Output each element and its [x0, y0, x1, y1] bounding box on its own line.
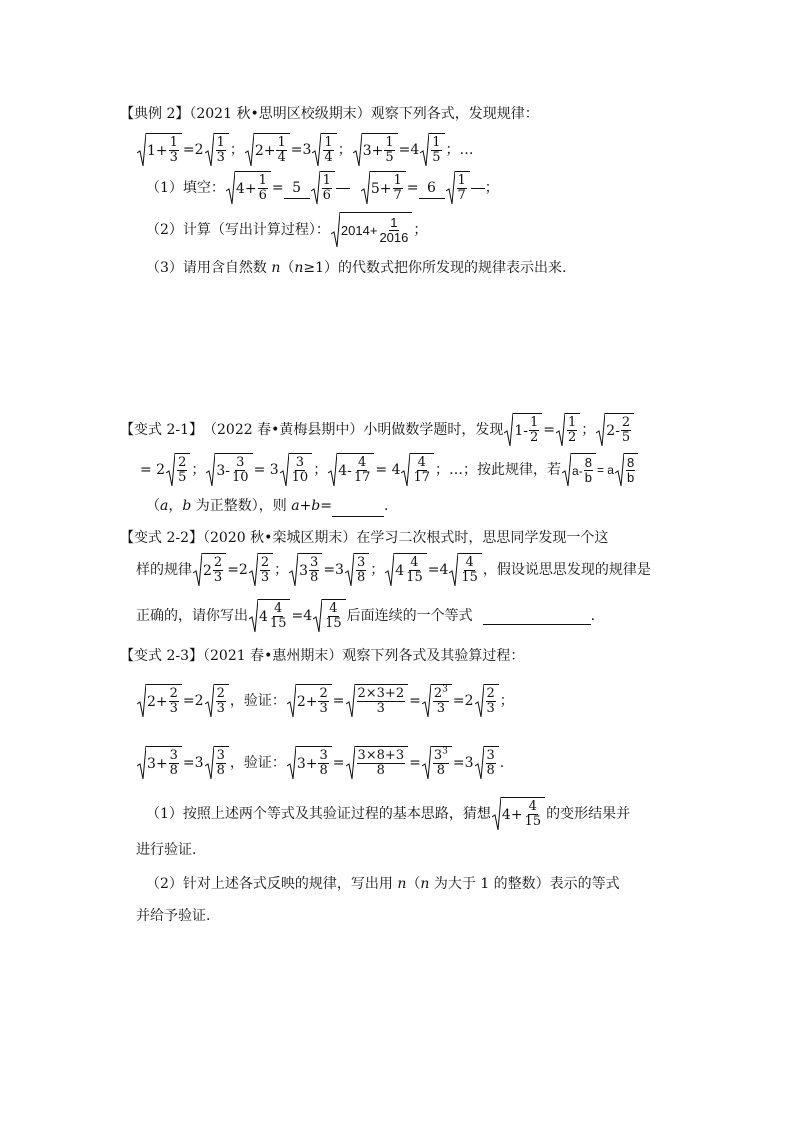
- radical: 2+ $\frac{2}{3}$: [137, 684, 182, 718]
- answer-blank: [483, 608, 591, 625]
- radical: 3 3 8: [289, 553, 322, 587]
- radical: 3- 3 10: [206, 453, 252, 487]
- radical: 4 4 15: [249, 599, 290, 633]
- radical: 2 3: [205, 684, 229, 718]
- variant-2-2-line-2: 样的规律 2 2 3 =2 2 3 ； 3 3 8 =3 3 8 ； 4 4 15 =4 4 15 ，假设说思思发现的规律是: [136, 555, 651, 585]
- radical: 2- 2 5: [596, 413, 634, 447]
- example-2-q3: （3）请用含自然数 n（n≥1）的代数式把你所发现的规律表示出来.: [146, 260, 567, 276]
- variant-2-2-line-3: 正确的，请你写出 4 4 15 =4 4 15 后面连续的一个等式 .: [136, 601, 596, 631]
- radical: 4+ $\frac{4}{15}$: [492, 797, 545, 831]
- variant-2-1-line-2: = 2 2 5 ； 3- 3 10 = 3 3 10 ； 4- 4 17 = 4 4 17 ；…；按此规律，若 a- 8 b = a 8 b: [140, 450, 639, 490]
- radical: 5+ $\frac{1}{7}$: [361, 171, 406, 205]
- example-2-q2: （2）计算（写出计算过程）： 2014+ $\frac{1}{2016}$ ；: [146, 210, 427, 250]
- radical: $2^3$ 3: [422, 684, 452, 718]
- radical: 3×8+3 8: [346, 746, 409, 780]
- answer-blank: 6: [419, 178, 445, 199]
- variant-2-3-line-1: 【变式 2-3】（2021 春•惠州期末）观察下列各式及其验算过程：: [120, 648, 525, 664]
- radical: 3 10: [280, 453, 313, 487]
- radical: 4- 4 17: [328, 453, 374, 487]
- radical: 3+ $\frac{1}{5}$: [353, 133, 398, 167]
- variant-2-3-q1-cont: 进行验证.: [136, 842, 197, 858]
- example-2-sequence: 1+ $\frac{1}{3}$ =2 1 3 ； 2+ $\frac{1}{4}$ =3 1 4 ； 3+ $\frac{1}{5}$ =4 1 5 ；…: [136, 130, 474, 170]
- radical: a- 8 b: [562, 453, 596, 487]
- answer-blank: 5: [284, 178, 310, 199]
- variant-2-2-line-1: 【变式 2-2】（2020 秋•栾城区期末）在学习二次根式时，思思同学发现一个这: [120, 530, 609, 546]
- radical: 2×3+2 3: [346, 684, 409, 718]
- radical: 4+ $\frac{1}{6}$: [226, 171, 271, 205]
- radical: 8 b: [615, 453, 638, 487]
- radical: 2+ $\frac{2}{3}$: [287, 684, 332, 718]
- variant-2-1-line-1: 【变式 2-1】 （2022 春•黄梅县期中）小明做数学题时，发现 1- 1 2 = 1 2 ； 2- 2 5: [120, 410, 635, 450]
- variant-2-3-q2: （2）针对上述各式反映的规律，写出用 n（n 为大于 1 的整数）表示的等式: [146, 876, 620, 892]
- radical: 1+ $\frac{1}{3}$: [137, 133, 182, 167]
- variant-2-2-tag: 【变式 2-2】: [120, 530, 203, 546]
- example-2-heading: [120, 104, 539, 124]
- radical: 2 5: [166, 453, 190, 487]
- radical: 1 6: [311, 171, 335, 205]
- radical: 4 15: [313, 599, 346, 633]
- radical: $3^3$ 8: [422, 746, 452, 780]
- radical: 2 3: [249, 553, 273, 587]
- variant-2-3-tag: 【变式 2-3】: [120, 648, 203, 664]
- radical: 4 17: [401, 453, 434, 487]
- radical: 1- 1 2: [504, 413, 542, 447]
- radical: 1 2: [556, 413, 580, 447]
- radical: 2+ $\frac{1}{4}$: [245, 133, 290, 167]
- variant-2-3-row-2: 3+ $\frac{3}{8}$ =3 3 8 ，验证： 3+ $\frac{3}{8}$ = 3×8+3 8 = $3^3$ 8 =3 3 8 .: [136, 740, 504, 786]
- radical: 3+ $\frac{3}{8}$: [137, 746, 182, 780]
- example-2-tag: 【典例 2】: [120, 106, 190, 122]
- radical: 4 4 15: [385, 553, 426, 587]
- answer-blank: [332, 496, 384, 517]
- variant-2-3-row-1: 2+ $\frac{2}{3}$ =2 2 3 ，验证： 2+ $\frac{2}{3}$ = 2×3+2 3 = $2^3$ 3 =2 2 3 ；: [136, 678, 514, 724]
- variant-2-3-q1: （1）按照上述两个等式及其验证过程的基本思路，猜想 4+ $\frac{4}{15}$ 的变形结果并: [146, 799, 631, 829]
- example-2-q1: （1）填空： 4+ $\frac{1}{6}$ = 5 1 6 5+ $\frac{1}{7}$ = 6 1 7 ；: [146, 173, 499, 203]
- radical: 3 8: [205, 746, 229, 780]
- variant-2-3-q2-cont: 并给予验证.: [136, 908, 211, 924]
- radical: 4 15: [449, 553, 482, 587]
- answer-blank: [336, 188, 350, 189]
- radical: 1 7: [446, 171, 470, 205]
- radical: 3 8: [345, 553, 369, 587]
- radical: 1 4: [312, 133, 336, 167]
- radical: 1 3: [205, 133, 229, 167]
- radical: 3+ $\frac{3}{8}$: [287, 746, 332, 780]
- answer-blank: [471, 188, 485, 189]
- radical: 2 3: [475, 684, 499, 718]
- variant-2-1-line-3: （a，b 为正整数），则 a+b= .: [146, 496, 388, 517]
- radical: 2014+ $\frac{1}{2016}$: [331, 212, 412, 248]
- example-2-source: （2021 秋•思明区校级期末）观察下列各式，发现规律：: [189, 106, 539, 122]
- radical: 1 5: [420, 133, 444, 167]
- radical: 2 2 3: [193, 553, 226, 587]
- radical: 3 8: [475, 746, 499, 780]
- variant-2-1-tag: 【变式 2-1】: [120, 422, 203, 438]
